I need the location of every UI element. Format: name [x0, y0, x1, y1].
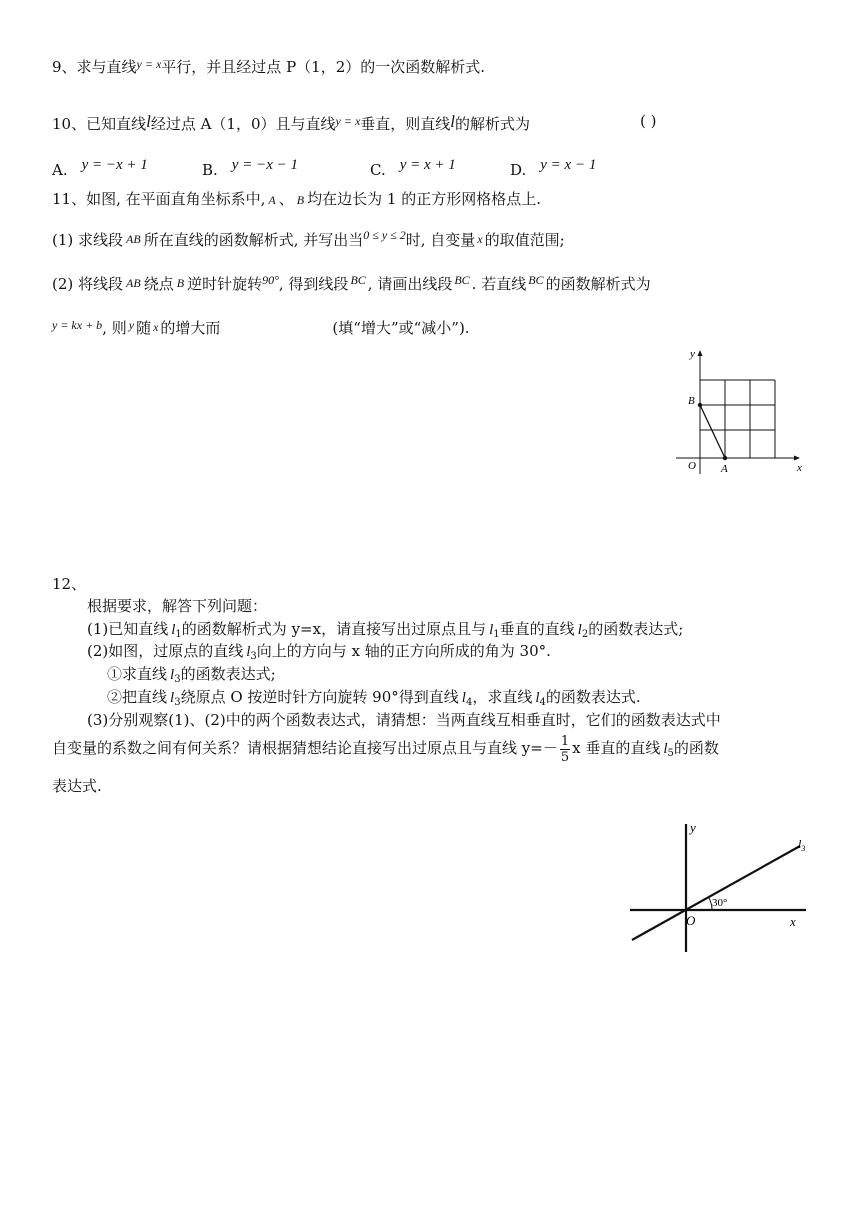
- option-d-label: D.: [510, 161, 527, 179]
- q12-l6-a: 自变量的系数之间有何关系？请根据猜想结论直接写出过原点且与直线 y=－: [52, 739, 558, 757]
- option-c-expr: y = x + 1: [399, 157, 456, 173]
- sym-l4b: l: [535, 690, 540, 706]
- sub-4: 4: [465, 697, 473, 708]
- segment-ab: AB: [126, 232, 141, 246]
- q9-eq: y = x: [136, 57, 162, 71]
- q11-p2-e: , 请画出线段: [367, 275, 453, 293]
- option-a-label: A.: [52, 161, 68, 179]
- q10-lead: 10、已知直线: [52, 115, 147, 133]
- q10-mid2: 垂直，则直线: [360, 115, 451, 133]
- point-a-label: A: [268, 193, 276, 207]
- fig12-angle-label: 30°: [712, 897, 728, 909]
- q11-part2: [52, 270, 651, 294]
- q12-l6-c: 的函数: [673, 739, 719, 757]
- q12-l4-d: 的函数表达式.: [545, 688, 641, 706]
- q11-range: 0 ≤ y ≤ 2: [363, 228, 406, 242]
- q11-p2-g: 的函数解析式为: [545, 275, 651, 293]
- x-axis-arrow: [794, 456, 800, 461]
- q11-p1-a: (1) 求线段: [52, 231, 124, 249]
- q11-p1-c: 时, 自变量: [405, 231, 476, 249]
- sym-l3b: l: [170, 667, 175, 683]
- fig-y-label: y: [690, 348, 695, 360]
- frac-num: 1: [560, 733, 570, 749]
- q12-l1-a: (1)已知直线: [87, 620, 169, 638]
- q11-intro-a: 11、如图, 在平面直角坐标系中,: [52, 190, 266, 208]
- fig-x-label: x: [797, 462, 802, 474]
- point-b-ref: B: [176, 276, 185, 290]
- q12-l1-b: 的函数解析式为 y=x，请直接写出过原点且与: [181, 620, 487, 638]
- segment-bc-2: BC: [454, 273, 470, 287]
- sym-l4: l: [461, 690, 466, 706]
- sub-1b: 1: [493, 629, 500, 640]
- q10-line: [52, 111, 530, 134]
- q11-eq: y = kx + b: [52, 318, 103, 332]
- q10-option-c: [370, 155, 456, 179]
- q11-p2-h: , 则: [102, 319, 127, 337]
- fig12-line-letter: l: [798, 837, 802, 851]
- q12-l4-a: ②把直线: [107, 688, 168, 706]
- fig12-line-l3: [632, 846, 800, 940]
- q12-l3-b: 的函数表达式;: [180, 665, 276, 683]
- q11-p1-d: 的取值范围;: [484, 231, 565, 249]
- q12-l1-c: 垂直的直线: [499, 620, 575, 638]
- q11-intro-b: 均在边长为 1 的正方形网格格点上.: [307, 190, 541, 208]
- sym-l3c: l: [170, 690, 175, 706]
- q11-part2-cont: [52, 315, 470, 338]
- q12-l3-a: ①求直线: [107, 665, 168, 683]
- fraction-one-fifth: [560, 734, 570, 765]
- q12-intro: 根据要求，解答下列问题：: [87, 597, 268, 615]
- q10-tail: 的解析式为: [455, 115, 531, 133]
- segment-ab-2: AB: [126, 276, 141, 290]
- sub-1: 1: [175, 629, 182, 640]
- q11-comma: 、: [278, 190, 294, 208]
- fig-a-label: A: [721, 463, 728, 475]
- sub-4b: 4: [539, 697, 546, 708]
- q11-p2-k: (填“增大”或“减小”).: [332, 319, 470, 337]
- sub-2: 2: [581, 629, 589, 640]
- fig12-line-sub: 3: [801, 844, 806, 853]
- sub-3: 3: [250, 651, 257, 662]
- q10-eq: y = x: [335, 114, 361, 128]
- fig12-line-label: [798, 837, 805, 853]
- point-b: [698, 403, 702, 407]
- frac-den: 5: [560, 749, 570, 765]
- q9-line: [52, 54, 485, 77]
- q11-grid-figure: [668, 344, 808, 476]
- q12-l2: (2)如图，过原点的直线: [87, 642, 244, 660]
- q11-intro: [52, 189, 541, 210]
- fig-b-label: B: [688, 395, 695, 407]
- q9-text: 平行，并且经过点 P（1，2）的一次函数解析式.: [161, 58, 486, 76]
- q12-l1-d: 的函数表达式;: [588, 620, 684, 638]
- sym-l3: l: [246, 644, 251, 660]
- q11-p2-f: . 若直线: [471, 275, 527, 293]
- q12-l2-b: 向上的方向与 x 轴的正方向所成的角为 30°.: [256, 642, 551, 660]
- q9-lead: 9、求与直线: [52, 58, 137, 76]
- sub-3b: 3: [174, 674, 181, 685]
- fig12-y-label: y: [690, 820, 696, 835]
- fig-origin-label: O: [688, 460, 696, 472]
- segment-ab-line: [700, 405, 725, 458]
- point-b-label: B: [296, 193, 305, 207]
- q10-mid1: 经过点 A（1，0）且与直线: [150, 115, 336, 133]
- point-a: [723, 456, 727, 460]
- q12-part3-cont: [52, 733, 719, 769]
- option-a-expr: y = −x + 1: [81, 157, 148, 173]
- q10-option-a: [52, 155, 148, 179]
- q11-part1: [52, 225, 565, 250]
- var-x: x: [477, 232, 483, 246]
- fig12-x-label: x: [790, 914, 796, 929]
- sym-l5: l: [663, 741, 668, 757]
- q11-deg: 90°: [262, 273, 279, 287]
- option-b-expr: y = −x − 1: [231, 157, 298, 173]
- option-c-label: C.: [370, 161, 386, 179]
- q11-p1-b: 所在直线的函数解析式, 并写出当: [143, 231, 364, 249]
- fig12-origin-label: O: [686, 913, 696, 928]
- q10-option-b: [202, 155, 298, 179]
- sym-l1: l: [171, 622, 176, 638]
- option-b-label: B.: [202, 161, 218, 179]
- sym-l2: l: [577, 622, 582, 638]
- q10-option-d: [510, 155, 597, 179]
- q11-p2-i: 随: [136, 319, 152, 337]
- q11-p2-c: 逆时针旋转: [187, 275, 263, 293]
- q12-part3: (3)分别观察(1)、(2)中的两个函数表达式，请猜想：当两直线互相垂直时，它们的函数表达式中: [87, 711, 721, 729]
- sub-5: 5: [667, 748, 674, 759]
- y-axis-arrow: [698, 350, 703, 356]
- sub-3c: 3: [174, 697, 181, 708]
- q12-figure: [624, 816, 814, 956]
- option-d-expr: y = x − 1: [540, 157, 597, 173]
- q12-l4-c: ，求直线: [472, 688, 533, 706]
- q10-l2: l: [450, 112, 456, 131]
- q12-part3-end: 表达式.: [52, 777, 102, 795]
- q11-p2-d: , 得到线段: [278, 275, 349, 293]
- var-x-2: x: [153, 320, 159, 334]
- q12-number: 12、: [52, 575, 87, 593]
- q11-p2-j: 的增大而: [160, 319, 221, 337]
- var-y: y: [128, 318, 135, 332]
- segment-bc: BC: [350, 273, 366, 287]
- q12-l4-b: 绕原点 O 按逆时针方向旋转 90°得到直线: [180, 688, 459, 706]
- q10-l1: l: [146, 112, 151, 131]
- q10-answer-blank: ( ): [640, 112, 657, 130]
- q11-p2-a: (2) 将线段: [52, 275, 124, 293]
- segment-bc-3: BC: [528, 273, 544, 287]
- q11-p2-b: 绕点: [143, 275, 174, 293]
- sym-l1b: l: [489, 622, 494, 638]
- q12-l6-b: x 垂直的直线: [572, 739, 661, 757]
